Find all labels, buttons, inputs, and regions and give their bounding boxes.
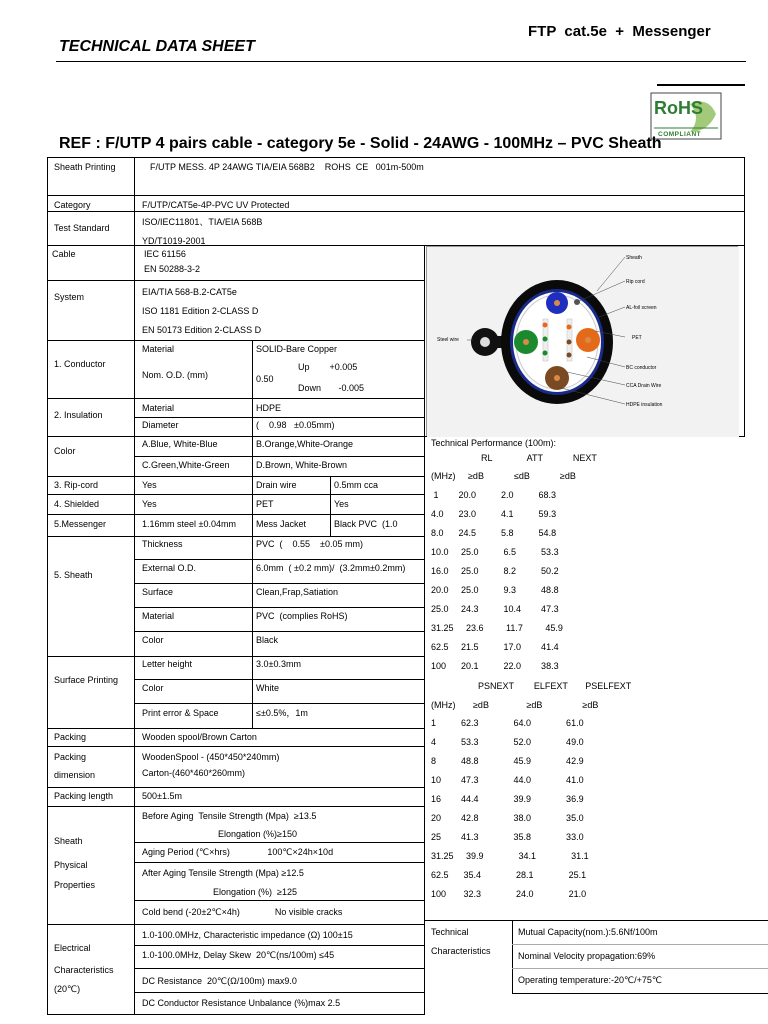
table-rule [47,514,424,515]
table-rule [47,787,424,788]
letter-height-label: Letter height [142,659,193,669]
table-rule [47,436,424,437]
messenger-value: 1.16mm steel ±0.04mm [142,519,236,529]
table-col-divider [252,536,253,656]
table-rule [134,900,424,901]
table-rule [47,536,424,537]
ripcord-value: Yes [142,480,157,490]
sheath-od-label: External O.D. [142,563,197,573]
aging-period: Aging Period (℃×hrs) 100℃×24h×10d [142,847,334,857]
row-label-test-standard: Test Standard [54,223,110,233]
delay-skew: 1.0-100.0MHz, Delay Skew 20℃(ns/100m) ≤45 [142,950,335,960]
dc-resistance: DC Resistance 20℃(Ω/100m) max9.0 [142,976,297,986]
shielded-value: Yes [142,499,157,509]
reference-title: REF : F/UTP 4 pairs cable - category 5e - Solid - 24AWG - 100MHz – PVC Sheath [59,135,662,152]
performance-row: 20.0 25.0 9.3 48.8 [431,585,559,595]
row-label-color: Color [54,446,76,456]
row-label-cable: Cable [52,249,76,259]
performance-header-1: RL ATT NEXT [481,453,597,463]
table-rule [47,195,744,196]
row-label-packing-dimension-1: Packing [54,752,87,762]
table-rule [134,842,424,843]
sheath-material-label: Material [142,611,175,621]
performance-row: 4.0 23.0 4.1 59.3 [431,509,557,519]
table-rule [512,993,768,994]
table-border-right [744,245,745,437]
sheath-surface-label: Surface [142,587,174,597]
row-label-packing-length: Packing length [54,791,114,801]
table-border-left [47,157,48,1015]
printing-color-value: White [256,683,280,693]
rohs-rule [657,84,745,86]
sheath-color-value: Black [256,635,279,645]
insulation-diameter-label: Diameter [142,420,179,430]
performance-row: 62.5 21.5 17.0 41.4 [431,642,559,652]
operating-temperature: Operating temperature:-20℃/+75℃ [518,975,663,985]
category-value: F/UTP/CAT5e-4P-PVC UV Protected [142,200,290,210]
label-hdpe: HDPE insulation [626,402,663,408]
page-title: TECHNICAL DATA SHEET [59,38,255,55]
row-label-sheath-physical-1: Sheath [54,836,83,846]
table-col-divider [330,476,331,536]
color-pair-b: B.Orange,White-Orange [256,439,354,449]
performance-row: 62.5 35.4 28.1 25.1 [431,870,587,880]
header-rule [56,61,746,62]
print-error-value: ≤±0.5%，1m [256,708,308,718]
tensile-before-aging: Before Aging Tensile Strength (Mpa) ≥13.5 [142,811,317,821]
row-label-surface-printing: Surface Printing [54,675,119,685]
test-standard-line1: ISO/IEC11801、TIA/EIA 568B [142,217,263,227]
performance-row: 16 44.4 39.9 36.9 [431,794,584,804]
conductor-od-label: Nom. O.D. (mm) [142,370,208,380]
performance-row: 10.0 25.0 6.5 53.3 [431,547,559,557]
table-rule [512,944,768,945]
packing-dim-line1: WoodenSpool - (450*450*240mm) [142,752,280,762]
insulation-material-label: Material [142,403,175,413]
table-rule [134,417,424,418]
performance-row: 25.0 24.3 10.4 47.3 [431,604,559,614]
mutual-capacity: Mutual Capacity(nom.):5.6Nf/100m [518,927,658,937]
row-label-sheath-printing: Sheath Printing [54,162,116,172]
performance-header-2: PSNEXT ELFEXT PSELFEXT [478,681,632,691]
label-steel-wire: Steel wire [437,337,459,343]
sheath-color-label: Color [142,635,164,645]
row-label-electrical-2: Characteristics [54,965,114,975]
row-label-electrical-1: Electrical [54,943,91,953]
sheath-printing-value: F/UTP MESS. 4P 24AWG TIA/EIA 568B2 ROHS CE 001m-500m [150,162,424,172]
drain-wire-label: Drain wire [256,480,297,490]
svg-text:RoHS: RoHS [654,98,703,118]
row-label-category: Category [54,200,91,210]
rohs-logo [650,92,722,140]
table-rule [134,456,424,457]
performance-units-2: (MHz) ≥dB ≥dB ≥dB [431,700,599,710]
table-rule [134,703,424,704]
table-rule [47,728,424,729]
table-rule [47,746,424,747]
row-label-electrical-3: (20℃) [54,984,81,994]
svg-text:COMPLIANT: COMPLIANT [658,131,702,138]
performance-row: 31.25 23.6 11.7 45.9 [431,623,563,633]
mess-jacket-value: Black PVC (1.0 [334,519,398,529]
color-pair-d: D.Brown, White-Brown [256,460,348,470]
table-rule [134,862,424,863]
table-col-divider [252,476,253,536]
table-rule [134,607,424,608]
conductor-od-value: 0.50 [256,374,274,384]
system-line2: ISO 1181 Edition 2-CLASS D [142,306,259,316]
table-rule [134,583,424,584]
row-label-ripcord: 3. Rip-cord [54,480,99,490]
table-rule [47,340,424,341]
cable-cross-section-image [426,246,738,436]
table-rule [47,656,424,657]
performance-row: 1 20.0 2.0 68.3 [431,490,557,500]
table-rule [424,920,768,921]
letter-height-value: 3.0±0.3mm [256,659,301,669]
performance-row: 31.25 39.9 34.1 31.1 [431,851,589,861]
sheath-material-value: PVC (complies RoHS) [256,611,348,621]
performance-title: Technical Performance (100m): [431,438,557,448]
conductor-material-label: Material [142,344,175,354]
performance-row: 10 47.3 44.0 41.0 [431,775,584,785]
table-rule [47,476,424,477]
pet-value: Yes [334,499,349,509]
performance-row: 100 20.1 22.0 38.3 [431,661,559,671]
row-label-system: System [54,292,85,302]
performance-row: 20 42.8 38.0 35.0 [431,813,584,823]
test-standard-line2: YD/T1019-2001 [142,236,206,246]
color-pair-a: A.Blue, White-Blue [142,439,218,449]
insulation-diameter-value: ( 0.98 ±0.05mm) [256,420,335,430]
table-rule [47,1014,424,1015]
row-label-packing: Packing [54,732,87,742]
packing-value: Wooden spool/Brown Carton [142,732,257,742]
table-border-right [744,157,745,245]
elongation-before-aging: Elongation (%)≥150 [218,829,297,839]
insulation-material-value: HDPE [256,403,282,413]
row-label-sheath-physical-3: Properties [54,880,96,890]
label-pet: PET [632,335,642,341]
cold-bend: Cold bend (-20±2℃×4h) No visible cracks [142,907,343,917]
table-rule [47,211,744,212]
print-error-label: Print error & Space [142,708,219,718]
row-label-conductor: 1. Conductor [54,359,106,369]
table-rule [47,157,744,158]
table-rule [134,679,424,680]
table-rule [47,806,424,807]
performance-units-1: (MHz) ≥dB ≤dB ≥dB [431,471,576,481]
conductor-material-value: SOLID-Bare Copper [256,344,338,354]
table-rule [134,631,424,632]
row-label-packing-dimension-2: dimension [54,770,96,780]
sheath-thickness-label: Thickness [142,539,183,549]
conductor-od-down: Down -0.005 [298,383,365,393]
performance-row: 8.0 24.5 5.8 54.8 [431,528,557,538]
cable-line2: EN 50288-3-2 [144,264,201,274]
table-rule [134,945,424,946]
label-rip-cord: Rip cord [626,279,645,285]
label-bc-conductor: BC conductor [626,365,657,371]
table-rule [512,968,768,969]
mess-jacket-label: Mess Jacket [256,519,307,529]
system-line3: EN 50173 Edition 2-CLASS D [142,325,262,335]
dc-unbalance: DC Conductor Resistance Unbalance (%)max 2.5 [142,998,341,1008]
packing-dim-line2: Carton-(460*460*260mm) [142,768,246,778]
label-cca-drain: CCA Drain Wire [626,383,662,389]
row-label-shielded: 4. Shielded [54,499,100,509]
sheath-od-value: 6.0mm ( ±0.2 mm)/ (3.2mm±0.2mm) [256,563,406,573]
nominal-velocity: Nominal Velocity propagation:69% [518,951,656,961]
row-label-sheath: 5. Sheath [54,570,93,580]
table-rule [134,968,424,969]
table-rule [47,280,424,281]
tensile-after-aging: After Aging Tensile Strength (Mpa) ≥12.5 [142,868,304,878]
sheath-thickness-value: PVC ( 0.55 ±0.05 mm) [256,539,363,549]
performance-row: 1 62.3 64.0 61.0 [431,718,584,728]
table-rule [134,992,424,993]
label-al-foil: AL-foil screen [626,305,657,311]
table-col-divider [252,340,253,436]
performance-row: 4 53.3 52.0 49.0 [431,737,584,747]
packing-length-value: 500±1.5m [142,791,182,801]
characteristics-label-1: Technical [431,927,469,937]
row-label-insulation: 2. Insulation [54,410,103,420]
table-rule [134,559,424,560]
conductor-od-up: Up +0.005 [298,362,358,372]
characteristic-impedance: 1.0-100.0MHz, Characteristic impedance (Ω) 100±15 [142,930,353,940]
table-rule [47,494,424,495]
table-rule [47,398,424,399]
characteristics-label-2: Characteristics [431,946,491,956]
pet-label: PET [256,499,274,509]
table-col-divider [512,920,513,994]
performance-row: 100 32.3 24.0 21.0 [431,889,587,899]
performance-row: 8 48.8 45.9 42.9 [431,756,584,766]
product-name: FTP cat.5e + Messenger [528,23,711,40]
table-col-divider [424,245,425,1015]
drain-wire-value: 0.5mm cca [334,480,379,490]
table-col-divider [134,157,135,1015]
elongation-after-aging: Elongation (%) ≥125 [213,887,297,897]
row-label-sheath-physical-2: Physical [54,860,88,870]
color-pair-c: C.Green,White-Green [142,460,230,470]
label-sheath: Sheath [626,255,642,261]
table-col-divider [252,656,253,728]
system-line1: EIA/TIA 568-B.2-CAT5e [142,287,237,297]
cable-line1: IEC 61156 [144,249,186,259]
sheath-surface-value: Clean,Frap,Satiation [256,587,339,597]
performance-row: 25 41.3 35.8 33.0 [431,832,584,842]
printing-color-label: Color [142,683,164,693]
row-label-messenger: 5.Messenger [54,519,107,529]
performance-row: 16.0 25.0 8.2 50.2 [431,566,559,576]
table-rule [47,924,424,925]
